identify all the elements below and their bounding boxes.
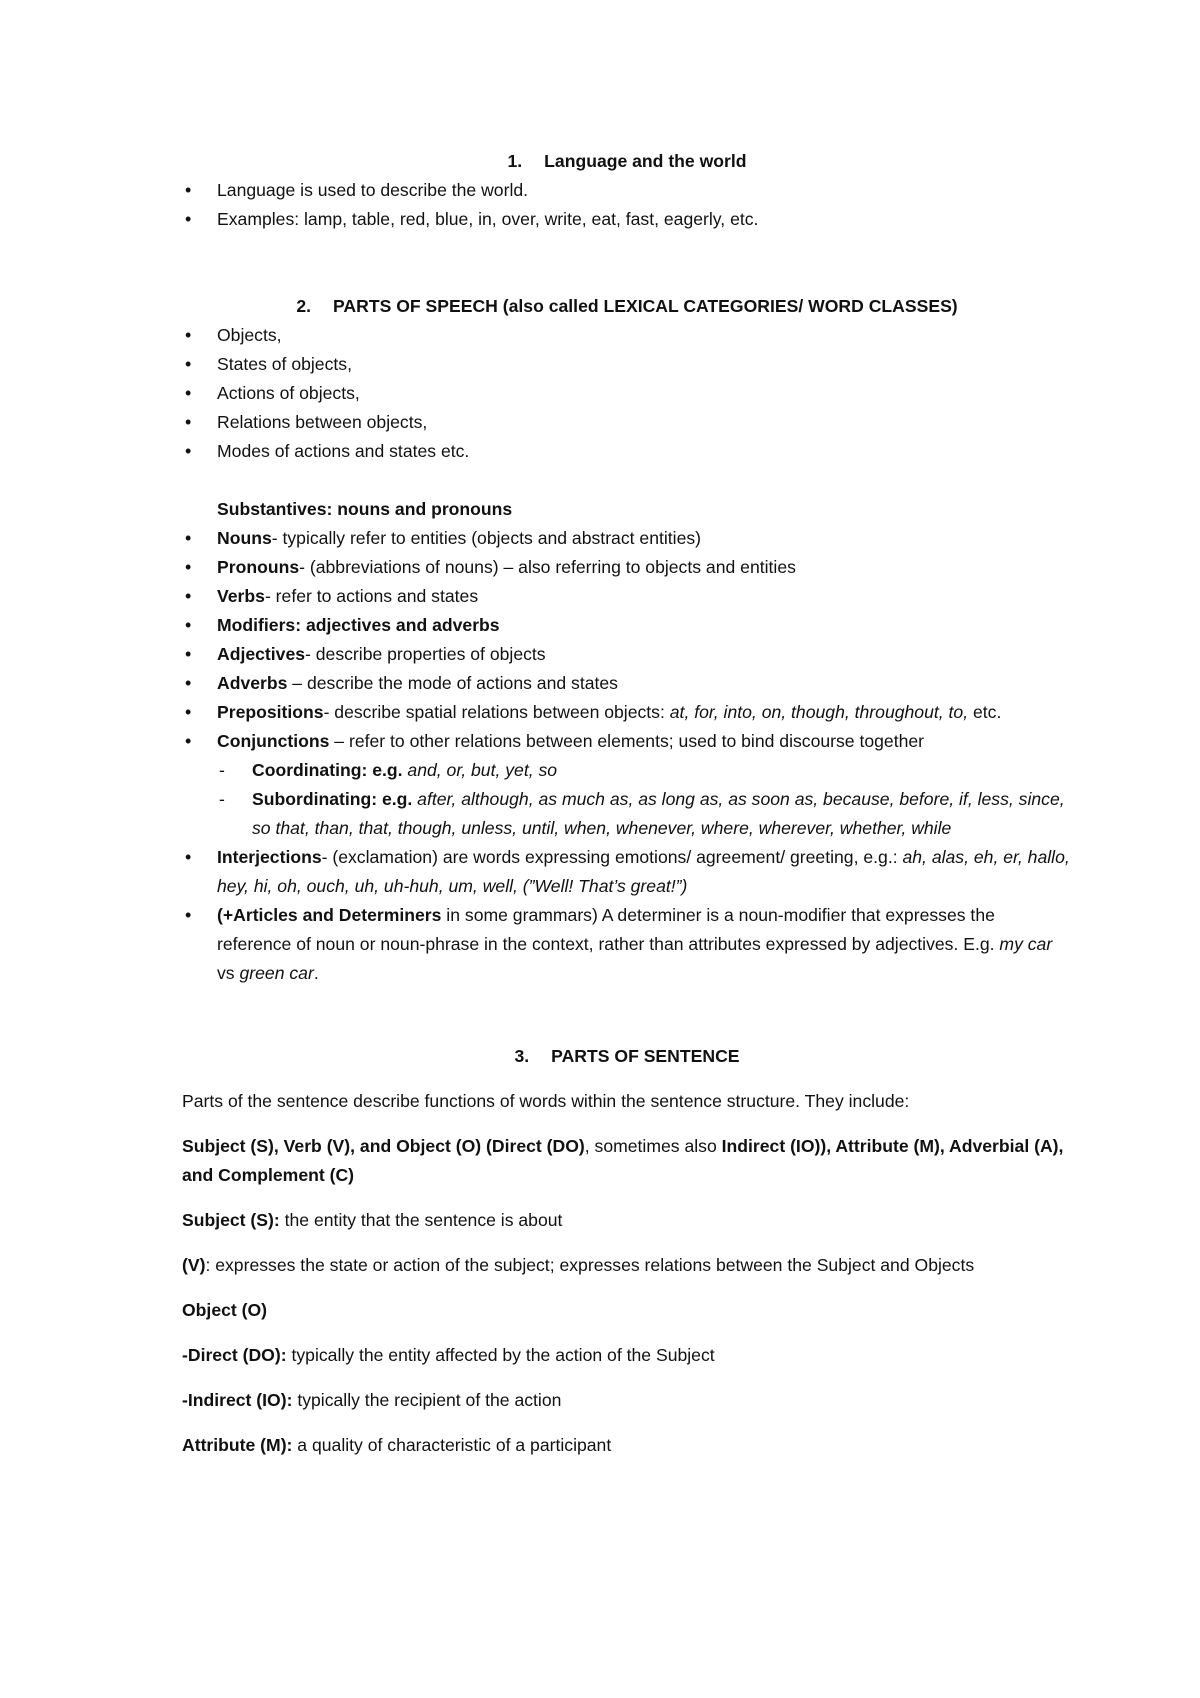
spacer (182, 988, 1072, 1042)
list-item: • Actions of objects, (182, 379, 1072, 408)
section-3-intro: Parts of the sentence describe functions of words within the sentence structure. They include: (182, 1091, 910, 1111)
list-item: • Language is used to describe the world. (182, 176, 1072, 205)
list-item: • Modes of actions and states etc. (182, 437, 1072, 466)
indirect-object-definition: -Indirect (IO): typically the recipient of the action (182, 1390, 562, 1410)
section-1-title: Language and the world (544, 151, 747, 171)
section-3-title: PARTS OF SENTENCE (551, 1046, 740, 1066)
attribute-definition: Attribute (M): a quality of characteristic of a participant (182, 1435, 612, 1455)
list-item-modifiers: • Modifiers: adjectives and adverbs (182, 611, 1072, 640)
subject-definition: Subject (S): the entity that the sentence is about (182, 1210, 563, 1230)
word-classes-list (182, 524, 1072, 988)
list-item-adjectives: • Adjectives- describe properties of objects (182, 640, 1072, 669)
object-heading: Object (O) (182, 1300, 268, 1320)
verb-definition: (V): expresses the state or action of the subject; expresses relations between the Subject and Objects (182, 1255, 975, 1275)
list-item-conjunctions: • Conjunctions – refer to other relations between elements; used to bind discourse together - Coordinating: e.g. and, or, but, yet, so - Subordinating: e.g. after, although, as much as, as long as, as soon as, because, before, if, less, since, so that, than, that, though, unless, until, when, whenever, where, wherever, whether, while (182, 727, 1072, 843)
conjunctions-sublist (182, 756, 1072, 843)
section-1-number: 1. (507, 151, 523, 171)
list-item: • Objects, (182, 321, 1072, 350)
list-item-adverbs: • Adverbs – describe the mode of actions and states (182, 669, 1072, 698)
list-item-pronouns: • Pronouns- (abbreviations of nouns) – also referring to objects and entities (182, 553, 1072, 582)
section-2-number: 2. (296, 296, 311, 316)
list-item-nouns: • Nouns- typically refer to entities (objects and abstract entities) (182, 524, 1072, 553)
section-3-heading (182, 1042, 1072, 1071)
sublist-item-subordinating: - Subordinating: e.g. after, although, as much as, as long as, as soon as, because, before, if, less, since, so that, than, that, though, unless, until, when, whenever, where, wherever, whether, while (182, 785, 1072, 843)
spacer (182, 466, 1072, 495)
list-item-interjections: • Interjections- (exclamation) are words expressing emotions/ agreement/ greeting, e.g.: ah, alas, eh, er, hallo, hey, hi, oh, ouch, uh, uh-huh, um, well, (”Well! That’s great!”) (182, 843, 1072, 901)
substantives-label: Substantives: nouns and pronouns (217, 499, 513, 519)
sentence-parts-list: Subject (S), Verb (V), and Object (O) (Direct (DO), sometimes also Indirect (IO)), Attribute (M), Adverbial (A), and Complement (C) (182, 1136, 1064, 1185)
list-item: • Relations between objects, (182, 408, 1072, 437)
spacer (182, 234, 1072, 292)
section-2-list (182, 321, 1072, 466)
list-item-verbs: • Verbs- refer to actions and states (182, 582, 1072, 611)
list-item-prepositions: • Prepositions- describe spatial relations between objects: at, for, into, on, though, throughout, to, etc. (182, 698, 1072, 727)
list-item: • States of objects, (182, 350, 1072, 379)
sublist-item-coordinating: - Coordinating: e.g. and, or, but, yet, so (182, 756, 1072, 785)
list-item: • Examples: lamp, table, red, blue, in, over, write, eat, fast, eagerly, etc. (182, 205, 1072, 234)
section-1-list (182, 176, 1072, 234)
direct-object-definition: -Direct (DO): typically the entity affected by the action of the Subject (182, 1345, 715, 1365)
section-2-title: PARTS OF SPEECH (also called LEXICAL CATEGORIES/ WORD CLASSES) (333, 296, 958, 316)
section-3-number: 3. (514, 1046, 530, 1066)
section-1-heading (182, 147, 1072, 176)
section-2-heading (182, 292, 1072, 321)
list-item-articles: • (+Articles and Determiners in some grammars) A determiner is a noun-modifier that expresses the reference of noun or noun-phrase in the context, rather than attributes expressed by adjectives. E.g. my car vs green car. (182, 901, 1072, 988)
document-body (182, 147, 1072, 1460)
